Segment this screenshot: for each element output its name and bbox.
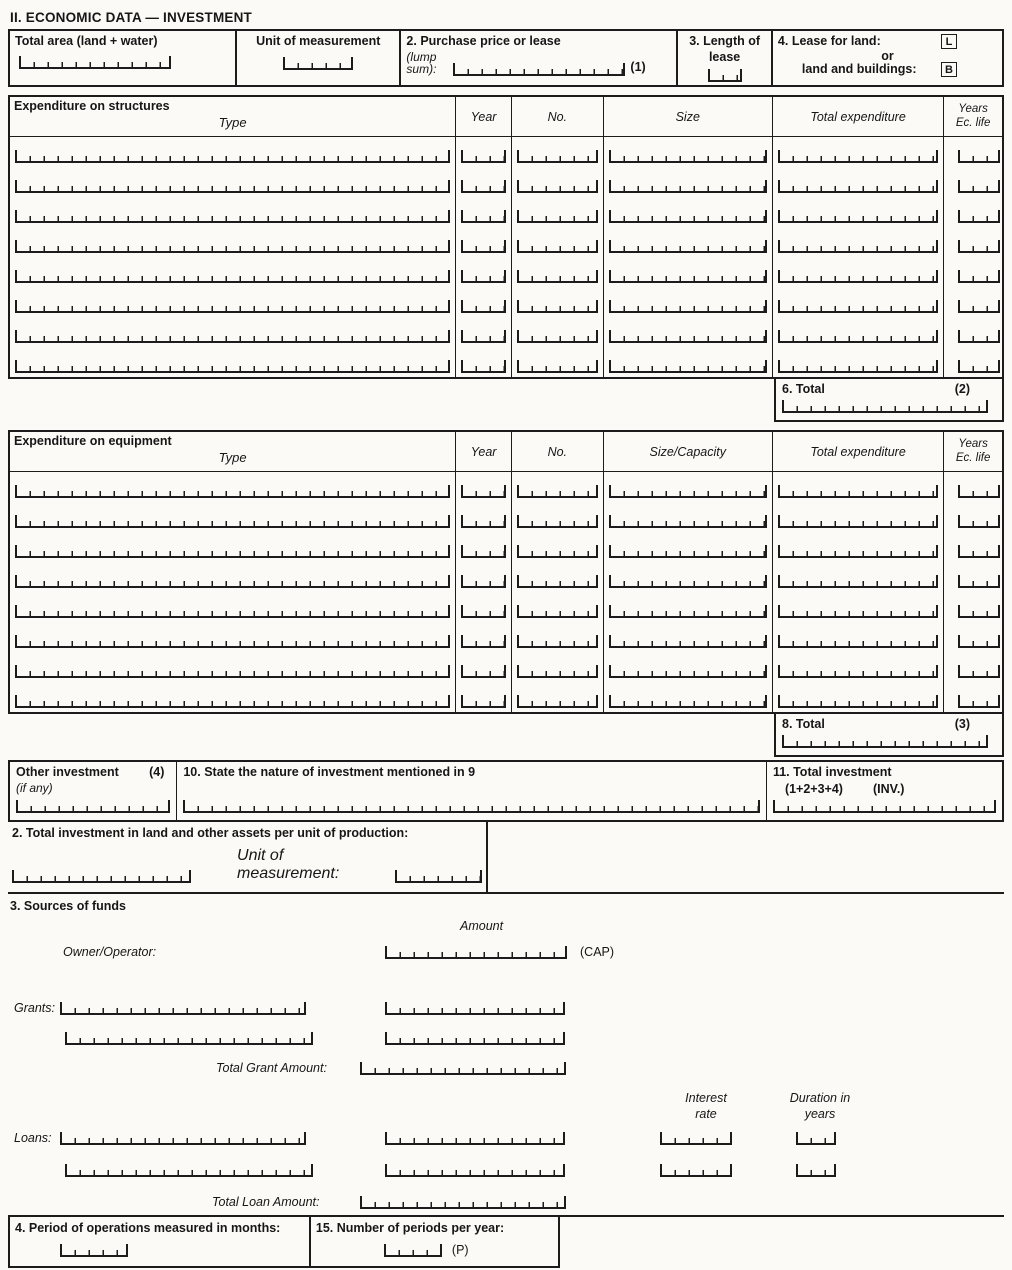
lease-land-code-box[interactable]: L [941,34,957,49]
lease-buildings-code-box[interactable]: B [941,62,957,77]
unit-of-measurement-label: Unit of measurement [256,34,381,48]
total-expenditure-column-header: Total expenditure [773,432,944,471]
grant-source-field-2[interactable] [65,1032,313,1045]
total-area-cell [10,31,237,85]
equipment-row [10,532,1002,562]
structures-type-field[interactable] [15,180,450,193]
equipment-ec-life-field[interactable] [958,605,1000,618]
type-column-header: Type [218,115,247,130]
structures-size-field[interactable] [609,240,767,253]
or-label: or [881,48,894,63]
equipment-ec-life-field[interactable] [958,515,1000,528]
structures-row [10,287,1002,317]
structures-no-field[interactable] [517,300,598,313]
structures-size-field[interactable] [609,360,767,373]
structures-size-field[interactable] [609,270,767,283]
total-investment-cell [767,762,1002,820]
total-area-field[interactable] [19,56,171,69]
periods-per-year-field[interactable] [384,1244,442,1257]
structures-ec-life-field[interactable] [958,330,1000,343]
grant-amount-field-2[interactable] [385,1032,565,1045]
structures-total-expenditure-field[interactable] [778,150,938,163]
length-of-lease-field[interactable] [708,69,742,82]
equipment-size-field[interactable] [609,665,767,678]
cap-code-label: (CAP) [580,944,615,959]
equipment-year-field[interactable] [461,485,506,498]
equipment-total-box [774,714,1004,757]
total-investment-field[interactable] [773,800,996,813]
equipment-type-field[interactable] [15,635,450,648]
duration-years-header: Duration in years [789,1091,851,1122]
structures-ec-life-field[interactable] [958,180,1000,193]
equipment-table [8,430,1004,714]
equipment-row [10,652,1002,682]
per-unit-unit-label: Unit of measurement: [237,846,340,882]
equipment-no-field[interactable] [517,575,598,588]
structures-no-field[interactable] [517,240,598,253]
structures-year-field[interactable] [461,330,506,343]
equipment-total-expenditure-field[interactable] [778,665,938,678]
structures-total-expenditure-field[interactable] [778,360,938,373]
equipment-no-field[interactable] [517,695,598,708]
structures-type-field[interactable] [15,360,450,373]
owner-operator-label: Owner/Operator: [63,944,157,959]
equipment-year-field[interactable] [461,515,506,528]
equipment-ec-life-field[interactable] [958,575,1000,588]
equipment-type-field[interactable] [15,575,450,588]
structures-row [10,137,1002,167]
size-column-header: Size [604,97,773,136]
equipment-type-field[interactable] [15,485,450,498]
equipment-total-label: 8. Total [782,717,825,731]
equipment-size-field[interactable] [609,635,767,648]
p-code-label: (P) [451,1243,469,1258]
structures-type-field[interactable] [15,270,450,283]
period-months-field[interactable] [60,1244,128,1257]
equipment-no-field[interactable] [517,605,598,618]
other-investment-row [8,760,1004,822]
structures-type-field[interactable] [15,210,450,223]
equipment-table-header [10,432,1002,472]
equipment-total-expenditure-field[interactable] [778,575,938,588]
equipment-total-expenditure-field[interactable] [778,515,938,528]
equipment-ec-life-field[interactable] [958,665,1000,678]
unit-of-measurement-cell [237,31,401,85]
lease-type-cell [773,31,1002,85]
structures-total-expenditure-field[interactable] [778,270,938,283]
purchase-price-label: 2. Purchase price or lease [406,34,561,48]
equipment-size-field[interactable] [609,545,767,558]
structures-row [10,227,1002,257]
grant-amount-field-1[interactable] [385,1002,565,1015]
equipment-row [10,502,1002,532]
no-column-header: No. [512,97,604,136]
structures-no-field[interactable] [517,330,598,343]
equipment-year-field[interactable] [461,665,506,678]
nature-of-investment-cell [177,762,767,820]
structures-total-label: 6. Total [782,382,825,396]
length-of-lease-label: 3. Length of lease [689,34,761,64]
equipment-no-field[interactable] [517,485,598,498]
total-area-label: Total area (land + water) [15,34,158,48]
periods-per-year-label: 15. Number of periods per year: [315,1220,505,1235]
structures-type-field[interactable] [15,240,450,253]
lease-for-land-label: 4. Lease for land: [777,34,881,48]
land-and-buildings-label: land and buildings: [801,62,917,77]
equipment-no-field[interactable] [517,665,598,678]
structures-year-field[interactable] [461,270,506,283]
grants-row-1 [8,995,1004,1017]
sources-label: 3. Sources of funds [10,898,126,913]
equipment-total-expenditure-field[interactable] [778,545,938,558]
structures-type-field[interactable] [15,150,450,163]
structures-type-field[interactable] [15,330,450,343]
lump-sum-label: (lump sum): [406,49,437,77]
structures-table [8,95,1004,379]
equipment-year-field[interactable] [461,575,506,588]
total-investment-formula: (1+2+3+4) [784,781,843,796]
equipment-size-field[interactable] [609,485,767,498]
equipment-no-field[interactable] [517,545,598,558]
equipment-year-field[interactable] [461,695,506,708]
structures-year-field[interactable] [461,300,506,313]
loan-source-field-1[interactable] [60,1132,306,1145]
equipment-type-field[interactable] [15,665,450,678]
structures-size-field[interactable] [609,210,767,223]
owner-operator-amount-field[interactable] [385,946,567,959]
structures-year-field[interactable] [461,240,506,253]
year-column-header: Year [456,97,512,136]
equipment-row [10,682,1002,712]
structures-year-field[interactable] [461,360,506,373]
per-unit-cell [8,822,488,892]
equipment-row [10,622,1002,652]
equipment-ec-life-field[interactable] [958,695,1000,708]
total-expenditure-column-header: Total expenditure [773,97,944,136]
equipment-no-field[interactable] [517,515,598,528]
total-grant-row [8,1047,1004,1077]
bottom-section [8,1215,1004,1269]
equipment-type-field[interactable] [15,605,450,618]
structures-section-label: Expenditure on structures [14,99,170,113]
total-investment-code: (INV.) [872,781,905,796]
interest-rate-header: Interest rate [685,1091,727,1122]
loan-amount-field-1[interactable] [385,1132,565,1145]
structures-ec-life-field[interactable] [958,150,1000,163]
if-any-label: (if any) [16,780,53,795]
equipment-size-field[interactable] [609,605,767,618]
structures-no-field[interactable] [517,210,598,223]
other-investment-cell [10,762,177,820]
structures-total-expenditure-field[interactable] [778,210,938,223]
structures-size-field[interactable] [609,330,767,343]
equipment-total-expenditure-field[interactable] [778,635,938,648]
equipment-ec-life-field[interactable] [958,545,1000,558]
equipment-row [10,592,1002,622]
structures-ec-life-field[interactable] [958,300,1000,313]
structures-row [10,317,1002,347]
per-unit-label: 2. Total investment in land and other assets per unit of production: [12,826,409,841]
equipment-section-label: Expenditure on equipment [14,434,172,448]
periods-per-year-cell [311,1217,558,1267]
structures-size-field[interactable] [609,180,767,193]
structures-type-header-cell [10,97,456,136]
structures-total-row [8,379,1004,422]
purchase-price-field[interactable] [453,63,625,76]
unit-of-measurement-field[interactable] [283,57,353,70]
loan-duration-field-2[interactable] [796,1164,836,1177]
other-investment-field[interactable] [16,800,170,813]
structures-ec-life-field[interactable] [958,210,1000,223]
structures-table-header [10,97,1002,137]
per-unit-unit-field[interactable] [395,870,482,883]
loan-duration-field-1[interactable] [796,1132,836,1145]
equipment-row [10,562,1002,592]
equipment-type-field[interactable] [15,515,450,528]
equipment-total-row [8,714,1004,757]
owner-operator-row [8,935,1004,961]
total-loan-label: Total Loan Amount: [212,1194,320,1209]
sources-of-funds-section [8,899,1004,1211]
nature-of-investment-label: 10. State the nature of investment mentioned in 9 [183,765,476,779]
period-of-operations-label: 4. Period of operations measured in months: [15,1220,281,1235]
grant-source-field-1[interactable] [60,1002,306,1015]
no-column-header: No. [512,432,604,471]
equipment-year-field[interactable] [461,605,506,618]
purchase-ref-label: (1) [630,60,646,75]
structures-total-expenditure-field[interactable] [778,240,938,253]
spacer [8,961,1004,995]
equipment-year-field[interactable] [461,635,506,648]
structures-total-box [774,379,1004,422]
total-grant-amount-field[interactable] [360,1062,566,1075]
structures-row [10,257,1002,287]
total-loan-row [8,1179,1004,1211]
total-investment-label: 11. Total investment [772,765,892,779]
equipment-no-field[interactable] [517,635,598,648]
top-section [8,29,1004,87]
loans-row-1 [8,1125,1004,1147]
other-investment-ref: (4) [149,765,165,779]
equipment-type-header-cell [10,432,456,471]
equipment-type-field[interactable] [15,545,450,558]
equipment-ec-life-field[interactable] [958,485,1000,498]
structures-total-expenditure-field[interactable] [778,180,938,193]
structures-no-field[interactable] [517,150,598,163]
equipment-size-field[interactable] [609,575,767,588]
year-column-header: Year [456,432,512,471]
structures-type-field[interactable] [15,300,450,313]
equipment-size-field[interactable] [609,695,767,708]
loans-label: Loans: [14,1130,52,1145]
length-of-lease-cell [678,31,773,85]
loan-interest-rate-field-2[interactable] [660,1164,732,1177]
loans-row-2 [8,1147,1004,1179]
equipment-size-field[interactable] [609,515,767,528]
equipment-year-field[interactable] [461,545,506,558]
total-grant-label: Total Grant Amount: [216,1060,327,1075]
structures-ec-life-field[interactable] [958,240,1000,253]
structures-total-ref: (2) [954,382,970,396]
structures-row [10,197,1002,227]
structures-no-field[interactable] [517,270,598,283]
loan-source-field-2[interactable] [65,1164,313,1177]
equipment-total-expenditure-field[interactable] [778,605,938,618]
amount-header-row [8,915,1004,935]
structures-total-expenditure-field[interactable] [778,300,938,313]
equipment-total-expenditure-field[interactable] [778,695,938,708]
structures-year-field[interactable] [461,180,506,193]
period-box [8,1217,560,1269]
structures-year-field[interactable] [461,210,506,223]
years-ec-life-column-header: Years Ec. life [955,102,991,129]
structures-ec-life-field[interactable] [958,270,1000,283]
per-unit-investment-field[interactable] [12,870,191,883]
years-ec-life-column-header: Years Ec. life [955,437,991,464]
form-title: II. ECONOMIC DATA — INVESTMENT [10,10,252,25]
grants-label: Grants: [14,1000,55,1015]
structures-ec-life-field[interactable] [958,360,1000,373]
structures-size-field[interactable] [609,150,767,163]
structures-total-expenditure-field[interactable] [778,330,938,343]
equipment-type-field[interactable] [15,695,450,708]
structures-total-field[interactable] [782,400,988,413]
equipment-row [10,472,1002,502]
equipment-ec-life-field[interactable] [958,635,1000,648]
structures-row [10,167,1002,197]
purchase-price-cell [401,31,678,85]
loan-amount-field-2[interactable] [385,1164,565,1177]
period-of-operations-cell [10,1217,311,1267]
size-capacity-column-header: Size/Capacity [604,432,773,471]
structures-year-field[interactable] [461,150,506,163]
other-investment-label: Other investment [16,765,119,779]
grants-row-2 [8,1017,1004,1047]
structures-no-field[interactable] [517,180,598,193]
amount-header: Amount [460,918,504,933]
equipment-total-expenditure-field[interactable] [778,485,938,498]
loan-interest-rate-field-1[interactable] [660,1132,732,1145]
structures-no-field[interactable] [517,360,598,373]
equipment-total-field[interactable] [782,735,988,748]
structures-size-field[interactable] [609,300,767,313]
nature-of-investment-field[interactable] [183,800,760,813]
equipment-total-ref: (3) [954,717,970,731]
total-loan-amount-field[interactable] [360,1196,566,1209]
type-column-header: Type [218,450,247,465]
structures-row [10,347,1002,377]
per-unit-section [8,822,1004,894]
loan-headers-row [8,1077,1004,1125]
